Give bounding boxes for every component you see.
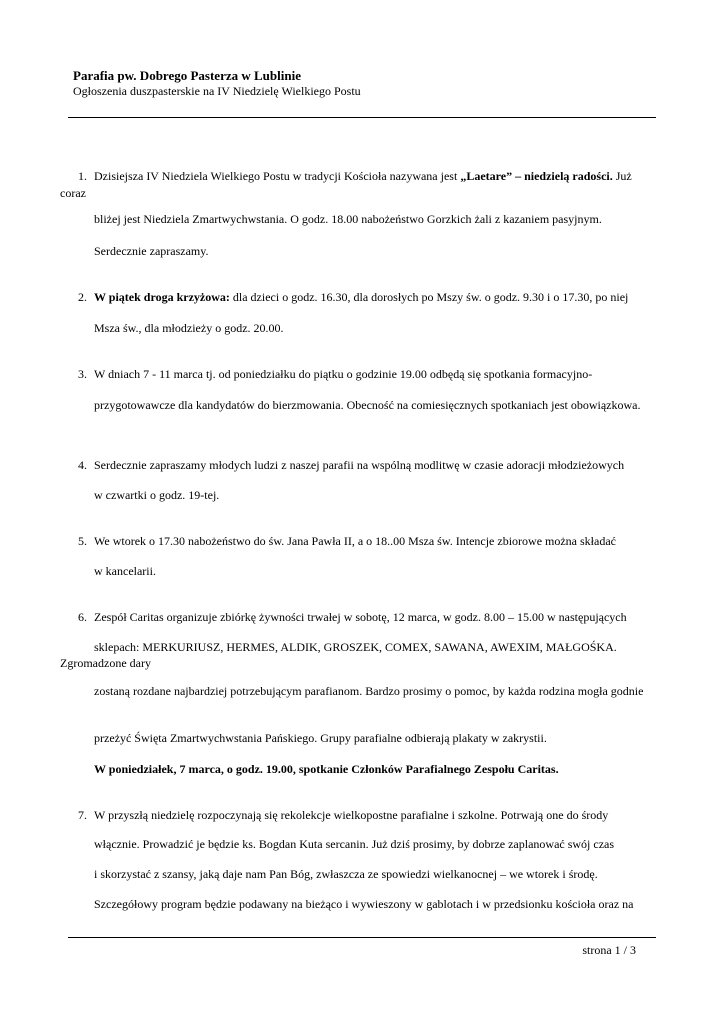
item-2-text: dla dzieci o godz. 16.30, dla dorosłych po Mszy św. o godz. 9.30 i o 17.30, po niej — [229, 290, 629, 304]
item-1-text: Dzisiejsza IV Niedziela Wielkiego Postu w tradycji Kościoła nazywana jest — [94, 169, 461, 183]
item-7-line-4: Szczegółowy program będzie podawany na bieżąco i wywieszony w gablotach i w przedsionku kościoła oraz na — [94, 897, 634, 911]
item-5-number: 5. — [78, 534, 87, 548]
item-4-number: 4. — [78, 458, 87, 472]
item-3-line-2: przygotowawcze dla kandydatów do bierzmowania. Obecność na comiesięcznych spotkaniach jest obowiązkowa. — [94, 398, 641, 412]
item-3-number: 3. — [78, 367, 87, 381]
announcements-subtitle: Ogłoszenia duszpasterskie na IV Niedzielę Wielkiego Postu — [73, 84, 361, 98]
item-6-caritas-meeting-emphasis: W poniedziałek, 7 marca, o godz. 19.00, spotkanie Członków Parafialnego Zespołu Caritas. — [94, 762, 559, 776]
item-1-laetare-emphasis: „Laetare” – niedzielą radości. — [460, 169, 613, 183]
parish-title: Parafia pw. Dobrego Pasterza w Lublinie — [73, 68, 301, 83]
item-4-line-1: Serdecznie zapraszamy młodych ludzi z naszej parafii na wspólną modlitwę w czasie adoracji młodzieżowych — [94, 458, 625, 472]
footer-divider — [68, 937, 656, 938]
item-1-line-2: coraz — [60, 186, 86, 200]
item-6-line-5: przeżyć Święta Zmartwychwstania Pańskiego. Grupy parafialne odbierają plakaty w zakrystii. — [94, 731, 547, 745]
item-7-line-1: W przyszłą niedzielę rozpoczynają się rekolekcje wielkopostne parafialne i szkolne. Potrwają one do środy — [94, 808, 609, 822]
item-2-way-of-cross-emphasis: W piątek droga krzyżowa: — [94, 290, 230, 304]
item-6-line-1: Zespół Caritas organizuje zbiórkę żywności trwałej w sobotę, 12 marca, w godz. 8.00 – 15.00 w następujących — [94, 610, 627, 624]
item-1-line-3: bliżej jest Niedziela Zmartwychwstania. O godz. 18.00 nabożeństwo Gorzkich żali z kazaniem pasyjnym. — [94, 212, 602, 226]
item-1-text-end: Już — [612, 169, 632, 183]
item-2-number: 2. — [78, 290, 87, 304]
item-6-line-4: zostaną rozdane najbardziej potrzebującym parafianom. Bardzo prosimy o pomoc, by każda rodzina mogła godnie — [94, 684, 644, 698]
item-5-line-2: w kancelarii. — [94, 564, 156, 578]
item-7-number: 7. — [78, 808, 87, 822]
item-2-line-2: Msza św., dla młodzieży o godz. 20.00. — [94, 321, 284, 335]
item-6-line-2: sklepach: MERKURIUSZ, HERMES, ALDIK, GROSZEK, COMEX, SAWANA, AWEXIM, MAŁGOŚKA. — [94, 640, 617, 654]
item-1-line-4: Serdecznie zapraszamy. — [94, 244, 209, 258]
header-divider — [68, 117, 656, 118]
item-7-line-3: i skorzystać z szansy, jaką daje nam Pan Bóg, zwłaszcza ze spowiedzi wielkanocnej – we wtorek i środę. — [94, 867, 598, 881]
item-4-line-2: w czwartki o godz. 19-tej. — [94, 488, 220, 502]
page-number: strona 1 / 3 — [582, 943, 636, 957]
item-1-number: 1. — [78, 169, 87, 183]
item-5-line-1: We wtorek o 17.30 nabożeństwo do św. Jana Pawła II, a o 18..00 Msza św. Intencje zbiorowe można składać — [94, 534, 616, 548]
item-7-line-2: włącznie. Prowadzić je będzie ks. Bogdan Kuta sercanin. Już dziś prosimy, by dobrze zaplanować swój czas — [94, 837, 615, 851]
item-6-line-3: Zgromadzone dary — [60, 656, 151, 670]
item-6-number: 6. — [78, 610, 87, 624]
item-2-line-1 — [94, 290, 628, 305]
item-1-line-1 — [94, 169, 632, 184]
item-3-line-1: W dniach 7 - 11 marca tj. od poniedziałku do piątku o godzinie 19.00 odbędą się spotkania formacyjno- — [94, 367, 593, 381]
